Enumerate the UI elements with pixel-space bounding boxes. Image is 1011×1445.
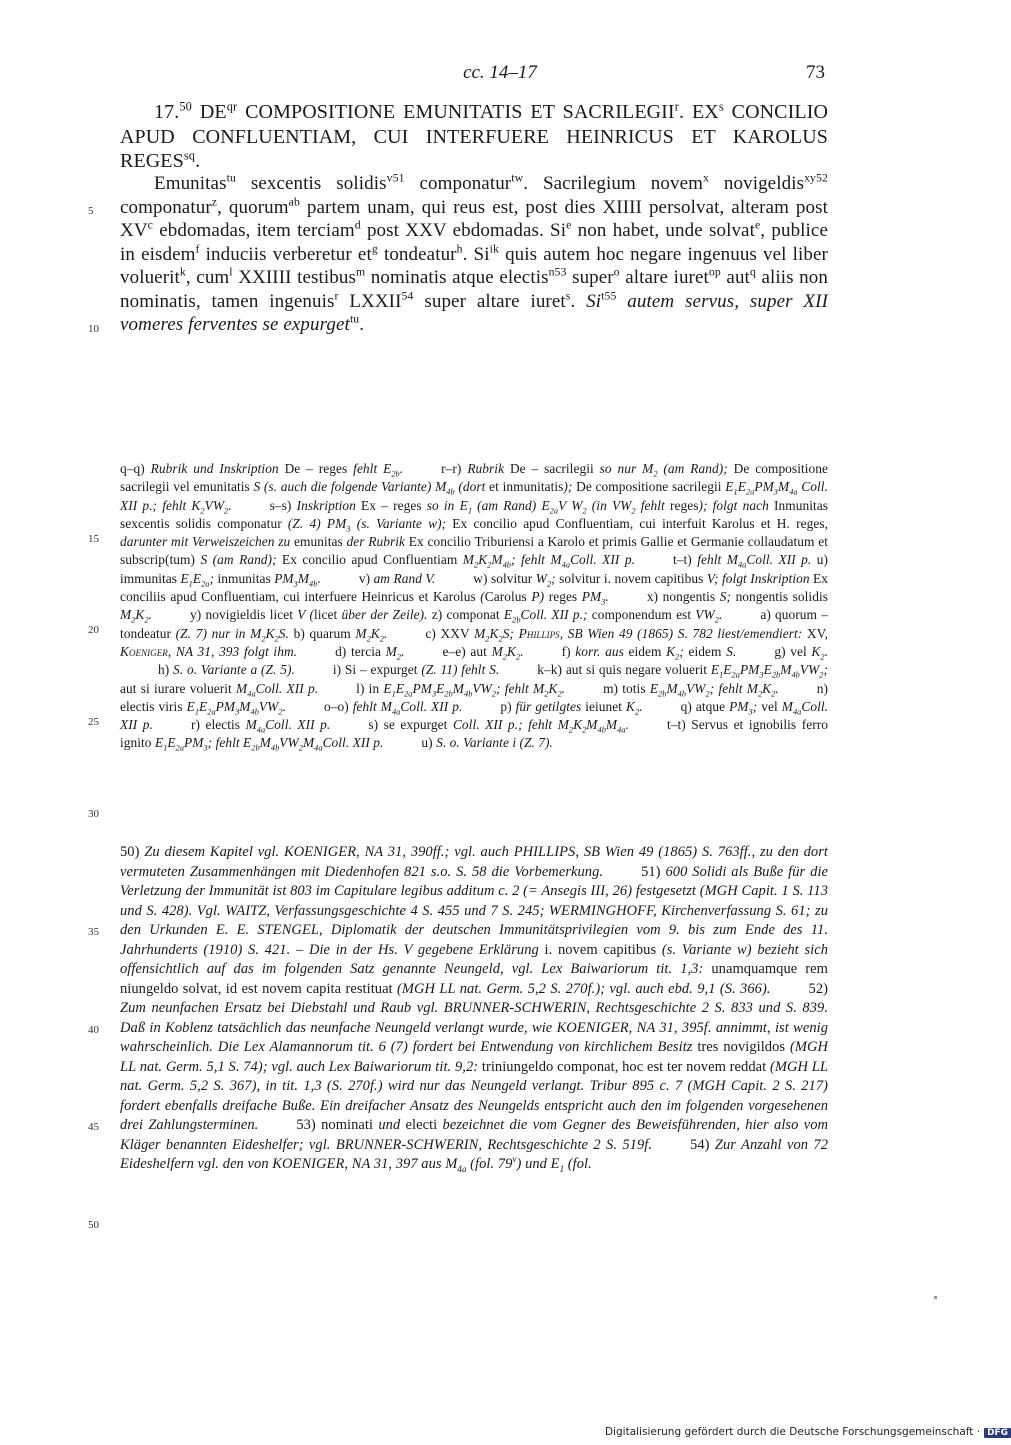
variant-ref: e bbox=[566, 218, 572, 232]
rubric-ex: . EX bbox=[678, 101, 719, 123]
variant-ref: tu bbox=[226, 171, 236, 185]
dfg-logo-icon: DFG bbox=[984, 1428, 1011, 1438]
variant-ref: qr bbox=[226, 99, 238, 114]
italic-si: Si bbox=[586, 290, 602, 312]
variant-ref: m bbox=[355, 265, 366, 279]
variant-ref: q bbox=[749, 265, 756, 279]
variant-ref: r bbox=[334, 289, 339, 303]
line-number: 40 bbox=[88, 1024, 99, 1036]
variant-ref: op bbox=[708, 265, 721, 279]
text-segment: aliis non nominatis, tamen ingenuis bbox=[120, 267, 828, 312]
running-title: cc. 14–17 bbox=[463, 62, 537, 83]
variant-ref: n53 bbox=[548, 265, 567, 279]
variant-ref: r bbox=[674, 99, 679, 114]
variant-ref: ab bbox=[288, 195, 300, 209]
rubric-inscription: CONCILIO APUD CONFLUENTIAM, CUI INTERFUERE HEINRICUS ET KAROLUS REGES bbox=[120, 101, 829, 172]
text-segment: , publice in eisdem bbox=[120, 220, 828, 265]
line-number: 50 bbox=[88, 1219, 99, 1231]
text-segment: novigeldis bbox=[709, 173, 805, 194]
line-number: 25 bbox=[88, 716, 99, 728]
rubric-title: COMPOSITIONE EMUNITATIS ET SACRILEGII bbox=[237, 101, 675, 123]
variant-ref: ik bbox=[489, 242, 499, 256]
variant-ref: d bbox=[354, 218, 361, 232]
variant-ref: e bbox=[754, 218, 761, 232]
text-segment: post XXV ebdomadas. Si bbox=[360, 220, 567, 241]
page-number: 73 bbox=[806, 62, 825, 83]
text-segment: componatur bbox=[404, 173, 512, 194]
critical-apparatus: q–q) Rubrik und Inskription De – reges fehlt $E_{2b}$. r–r) Rubrik De – sacrilegii so nur $M_2$ (am Rand); De compositione sacrilegii vel emunitatis S (s. auch die folgende Variante) $M_{4b}$ (dort et inmunitatis); De compositione sacrilegii $E_1E_{2a}PM_3M_{4a}$ Coll. XII p.; fehlt $K_2VW_2$. s–s) Inskription Ex – reges so in $E_1$ (am Rand) $E_{2a}V$ $W_2$ (in $VW_2$ fehlt reges); folgt nach Inmunitas sexcentis solidis componatur (Z. 4) $PM_3$ (s. Variante w); Ex concilio apud Confluentiam, cui interfuit Karolus et H. reges, darunter mit Verweiszeichen zu emunitas der Rubrik Ex concilio Triburiensi a Karolo et primis Gallie et Germanie collaudatum et subscrip(tum) S (am Rand); Ex concilio apud Confluentiam $M_2K_2M_{4b}$; fehlt $M_{4a}Coll$. XII p. t–t) fehlt $M_{4a}Coll$. XII p. u) immunitas $E_1E_{2a}$; inmunitas $PM_3M_{4b}$. v) am Rand V. w) solvitur $W_2$; solvitur i. novem capitibus V; folgt Inskription Ex conciliis apud Confluentiam, cui interfuere Heinricus et Karolus (Carolus P) reges $PM_3$. x) nongentis S; nongentis solidis $M_2K_2$. y) novigieldis licet V (licet über der Zeile). z) componat $E_{2b}Coll$. XII p.; componendum est $VW_2$. a) quorum – tondeatur (Z. 7) nur in $M_2K_2S$. b) quarum $M_2K_2$. c) XXV $M_2K_2S$; Phillips, SB Wien 49 (1865) S. 782 liest/emendiert: XV, Koeniger, NA 31, 393 folgt ihm. d) tercia $M_2$. e–e) aut $M_2K_2$. f) korr. aus eidem $K_2$; eidem S. g) vel $K_2.h$) S. o. Variante a (Z. 5). i) Si – expurget (Z. 11) fehlt S. k–k) aut si quis negare voluerit $E_1E_{2a}PM_3E_{2b}M_{4b}VW_2$; aut si iurare voluerit $M_{4a}Coll$. XII p. l) in $E_1E_{2a}PM_3E_{2b}M_{4b}VW_2$; fehlt $M_2K_2$. m) totis $E_{2b}M_{4b}VW_2$; fehlt $M_2K_2$. n) electis viris $E_1E_{2a}PM_3M_{4b}VW_2$. o–o) fehlt $M_{4a}Coll$. XII p. p) für getilgtes ieiunet $K_2$. q) atque $PM_3$; vel $M_{4a}Coll$. XII p. r) electis $M_{4a}Coll$. XII p. s) se expurget Coll. XII p.; fehlt $M_2K_2M_{4b}M_{4a}$. t–t) Servus et ignobilis ferro ignito $E_1E_{2a}PM_3$; fehlt $E_{2b}M_{4b}VW_2M_{4a}Coll$. XII p. u) S. o. Variante i (Z. 7). bbox=[120, 461, 829, 754]
variant-ref: t55 bbox=[601, 289, 617, 303]
text-segment: . bbox=[570, 290, 587, 312]
rubric-end: . bbox=[195, 150, 201, 172]
variant-ref: s bbox=[565, 289, 571, 303]
variant-ref: sq bbox=[183, 148, 196, 163]
variant-ref: h bbox=[456, 242, 463, 256]
line-number: 15 bbox=[88, 533, 99, 545]
line-number: 5 bbox=[88, 205, 94, 217]
text-segment: , cum bbox=[185, 267, 230, 288]
main-text bbox=[120, 172, 828, 337]
variant-ref: 54 bbox=[401, 289, 414, 303]
variant-ref: g bbox=[371, 242, 378, 256]
text-segment: . Si bbox=[462, 243, 490, 265]
variant-ref: z bbox=[211, 195, 218, 209]
italic-servus-clause: autem servus, super XII vomeres ferventes se expurget bbox=[120, 290, 828, 335]
rubric-de: DE bbox=[199, 101, 227, 123]
line-number: 35 bbox=[88, 926, 99, 938]
text-segment: sexcentis solidis bbox=[235, 173, 387, 194]
text-segment: componatur bbox=[120, 196, 212, 218]
text-segment: induciis verberetur et bbox=[199, 243, 372, 265]
scan-artifact bbox=[934, 1296, 937, 1299]
text-segment: super altare iuret bbox=[413, 290, 566, 312]
line-number: 20 bbox=[88, 624, 99, 636]
credit-text: Digitalisierung gefördert durch die Deutsche Forschungsgemeinschaft · bbox=[605, 1426, 981, 1438]
text-segment: ebdomadas, item terciam bbox=[152, 220, 355, 241]
variant-ref: k bbox=[179, 265, 186, 279]
line-number: 10 bbox=[88, 323, 99, 335]
chapter-rubric bbox=[120, 100, 828, 174]
text-segment: partem unam, qui reus est, post dies XIIII persolvat, alteram post XV bbox=[120, 196, 829, 241]
text-segment: . bbox=[359, 314, 365, 335]
text-segment: non habet, unde solvat bbox=[571, 220, 755, 241]
variant-ref: s bbox=[718, 99, 724, 114]
variant-ref: xy52 bbox=[804, 171, 829, 185]
text-segment: . Sacrilegium novem bbox=[523, 173, 704, 194]
historical-notes: 50) Zu diesem Kapitel vgl. KOENIGER, NA 31, 390ff.; vgl. auch PHILLIPS, SB Wien 49 (1865) S. 763ff., zu den dort vermuteten Zusammenhängen mit Diedenhofen 821 s.o. S. 58 die Vorbemerkung. 51) 600 Solidi als Buße für die Verletzung der Immunität ist 803 im Capitulare legibus additum c. 2 (= Ansegis III, 26) festgesetzt (MGH Capit. 1 S. 113 und S. 428). Vgl. WAITZ, Verfassungsgeschichte 4 S. 455 und 7 S. 245; WERMINGHOFF, Kirchenverfassung S. 61; zu den Urkunden E. E. STENGEL, Diplomatik der deutschen Immunitätsprivilegien vom 9. bis zum Ende des 11. Jahrhunderts (1910) S. 421. – Die in der Hs. V gegebene Erklärung i. novem capitibus (s. Variante w) bezieht sich offensichtlich auf das im folgenden Satz genannte Neungeld, vgl. Lex Baiwariorum tit. 1,3: unamquamque rem niungeldo solvat, id est novem capita restituat (MGH LL nat. Germ. 5,2 S. 270f.); vgl. auch ebd. 9,1 (S. 366). 52) Zum neunfachen Ersatz bei Diebstahl und Raub vgl. BRUNNER-SCHWERIN, Rechtsgeschichte 2 S. 833 und S. 839. Daß in Koblenz tatsächlich das neunfache Neungeld verlangt wurde, wie KOENIGER, NA 31, 395f. annimmt, ist wenig wahrscheinlich. Die Lex Alamannorum tit. 6 (7) fordert bei Entwendung von kirchlichem Besitz tres novigildos (MGH LL nat. Germ. 5,1 S. 74); vgl. auch Lex Baiwariorum tit. 9,2: triniungeldo componat, hoc est ter novem reddat (MGH LL nat. Germ. 5,2 S. 367), in tit. 1,3 (S. 270f.) wird nur das Neungeld verlangt. Tribur 895 c. 7 (MGH Capit. 2 S. 217) fordert ebenfalls dreifache Buße. Ein dreifacher Ansatz des Neungelds entspricht auch den im folgenden vorgesehenen drei Zahlungsterminen. 53) nominati und electi bezeichnet die vom Gegner des Beweisführenden, hier also vom Kläger benannten Eideshelfer; vgl. BRUNNER-SCHWERIN, Rechtsgeschichte 2 S. 519f. 54) Zur Anzahl von 72 Eideshelfern vgl. den von KOENIGER, NA 31, 397 aus $M_{4a}$ (fol. 79$^v$) und $E_1$ (fol. bbox=[120, 844, 829, 1174]
variant-ref: v51 bbox=[386, 171, 405, 185]
text-segment: LXXII bbox=[338, 290, 402, 312]
line-number: 45 bbox=[88, 1121, 99, 1133]
text-segment: tondeatur bbox=[377, 243, 457, 265]
variant-ref: tu bbox=[349, 312, 360, 326]
line-number: 30 bbox=[88, 808, 99, 820]
text-segment: Emunitas bbox=[154, 173, 227, 194]
text-segment: nominatis atque electis bbox=[365, 267, 549, 288]
text-segment: aut bbox=[720, 267, 750, 288]
digitization-credit bbox=[605, 1426, 1011, 1438]
text-segment: quis autem hoc negare ingenuus vel liber voluerit bbox=[120, 243, 828, 288]
text-segment: super bbox=[566, 267, 614, 288]
chapter-number: 17. bbox=[154, 101, 180, 123]
variant-ref: o bbox=[613, 265, 620, 279]
variant-ref: l bbox=[229, 265, 233, 279]
variant-ref: c bbox=[147, 218, 153, 232]
variant-ref: f bbox=[195, 242, 200, 256]
text-segment: , quorum bbox=[217, 196, 289, 218]
variant-ref: x bbox=[703, 171, 709, 185]
variant-ref: tw bbox=[511, 171, 524, 185]
text-segment: altare iuret bbox=[619, 267, 709, 288]
text-segment: XXIIII testibus bbox=[232, 267, 356, 288]
note-ref: 50 bbox=[179, 99, 192, 114]
